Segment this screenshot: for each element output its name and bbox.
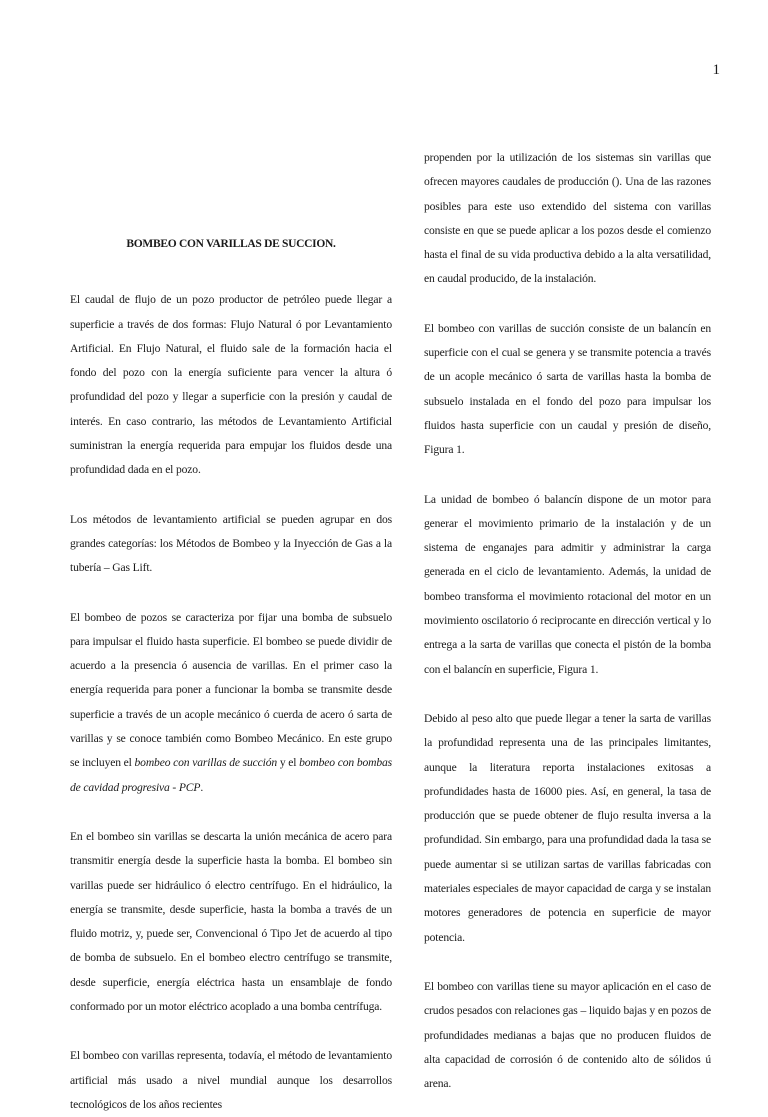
paragraph-pumping-text-a: El bombeo de pozos se caracteriza por fijar una bomba de subsuelo para impulsar el fluido hasta superficie. El bombeo se puede dividir de acuerdo a la presencia ó ausencia de varillas. En el primer caso la energía requerida para poner a funcionar la bomba se transmite desde superficie a través de un acople mecánico ó cuerda de acero ó sarta de varillas y se conoce también como Bombeo Mecánico. En este grupo se incluyen el [70, 610, 392, 770]
paragraph-pumping-text-b: y el [277, 756, 300, 770]
paragraph-pumping-unit: La unidad de bombeo ó balancín dispone de un motor para generar el movimiento primario de la instalación y de un sistema de enganajes para admitir y administrar la carga generada en el ciclo de levantamiento. Además, la unidad de bombeo transforma el movimiento rotacional del motor en un movimiento oscilatorio ó reciprocante en dirección vertical y lo entrega a la sarta de varillas que conecta el pistón de la bomba con el balancín en superficie, Figura 1. [424, 492, 711, 676]
paragraph-application: El bombeo con varillas tiene su mayor aplicación en el caso de crudos pesados con relaciones gas – liquido bajas y en pozos de profundidades medianas a bajas que no producen fluidos de alta capacidad de corrosión ó de contenido alto de sólidos ú arena. [424, 979, 711, 1091]
paragraph-rod-usage: El bombeo con varillas representa, todavía, el método de levantamiento artificial más usado a nivel mundial aunque los desarrollos tecnológicos de los años recientes [70, 1049, 392, 1111]
paragraph-intro: El caudal de flujo de un pozo productor de petróleo puede llegar a superficie a través de dos formas: Flujo Natural ó por Levantamiento Artificial. En Flujo Natural, el fluido sale de la formación hacia el fondo del pozo con la energía suficiente para vencer la altura ó profundidad del pozo y llegar a superficie con la presión y caudal de interés. En caso contrario, las métodos de Levantamiento Artificial suministran la energía requerida para empujar los fluidos desde una profundidad dada en el pozo. [70, 293, 392, 477]
document-title: BOMBEO CON VARILLAS DE SUCCION. [126, 238, 336, 250]
paragraph-pumping-emphasis-rod: bombeo con varillas de succión [134, 756, 278, 770]
paragraph-pumping-emphasis-pcp: bombeo con bombas de cavidad progresiva - PCP [70, 756, 392, 794]
paragraph-pumping-text-c: . [200, 780, 204, 794]
paragraph-pumping [70, 606, 392, 800]
left-column [70, 129, 392, 1117]
paragraph-depth-limits: Debido al peso alto que puede llegar a tener la sarta de varillas la profundidad representa una de las principales limitantes, aunque la literatura reporta instalaciones exitosas a profundidades hasta de 16000 pies. Así, en general, la tasa de producción que se puede obtener de flujo resulta inversa a la profundidad. Sin embargo, para una profundidad dada la tasa se puede aumentar si se utilizan sartas de varillas fabricadas con materiales especiales de mayor capacidad de carga y se instalan motores generadores de potencia en superficie de mayor potencia. [424, 711, 711, 944]
right-column [424, 146, 711, 1096]
page-number: 1 [712, 62, 720, 78]
paragraph-rod-pumping-definition: El bombeo con varillas de succión consiste de un balancín en superficie con el cual se genera y se transmite potencia a través de un acople mecánico ó sarta de varillas hasta la bomba de subsuelo instalada en el fondo del pozo para impulsar los fluidos hasta superficie con un caudal y presión de diseño, Figura 1. [424, 321, 711, 457]
paragraph-continuation: propenden por la utilización de los sistemas sin varillas que ofrecen mayores caudales de producción (). Una de las razones posibles para este uso extendido del sistema con varillas consiste en que se puede aplicar a los pozos desde el comienzo hasta el final de su vida productiva debido a la alta versatilidad, en caudal producido, de la instalación. [424, 151, 711, 286]
paragraph-rodless: En el bombeo sin varillas se descarta la unión mecánica de acero para transmitir energía desde la superficie hasta la bomba. El bombeo sin varillas puede ser hidráulico ó electro centrífugo. En el hidráulico, la energía se transmite, desde superficie, hasta la bomba a través de un fluido motriz, y, puede ser, Convencional ó Tipo Jet de acuerdo al tipo de bomba de subsuelo. En el bombeo electro centrífugo se transmite, desde superficie, energía eléctrica hasta un ensamblaje de fondo conformado por un motor eléctrico acoplado a una bomba centrífuga. [70, 829, 392, 1014]
paragraph-categories: Los métodos de levantamiento artificial se pueden agrupar en dos grandes categorías: los Métodos de Bombeo y la Inyección de Gas a la tubería – Gas Lift. [70, 512, 392, 575]
